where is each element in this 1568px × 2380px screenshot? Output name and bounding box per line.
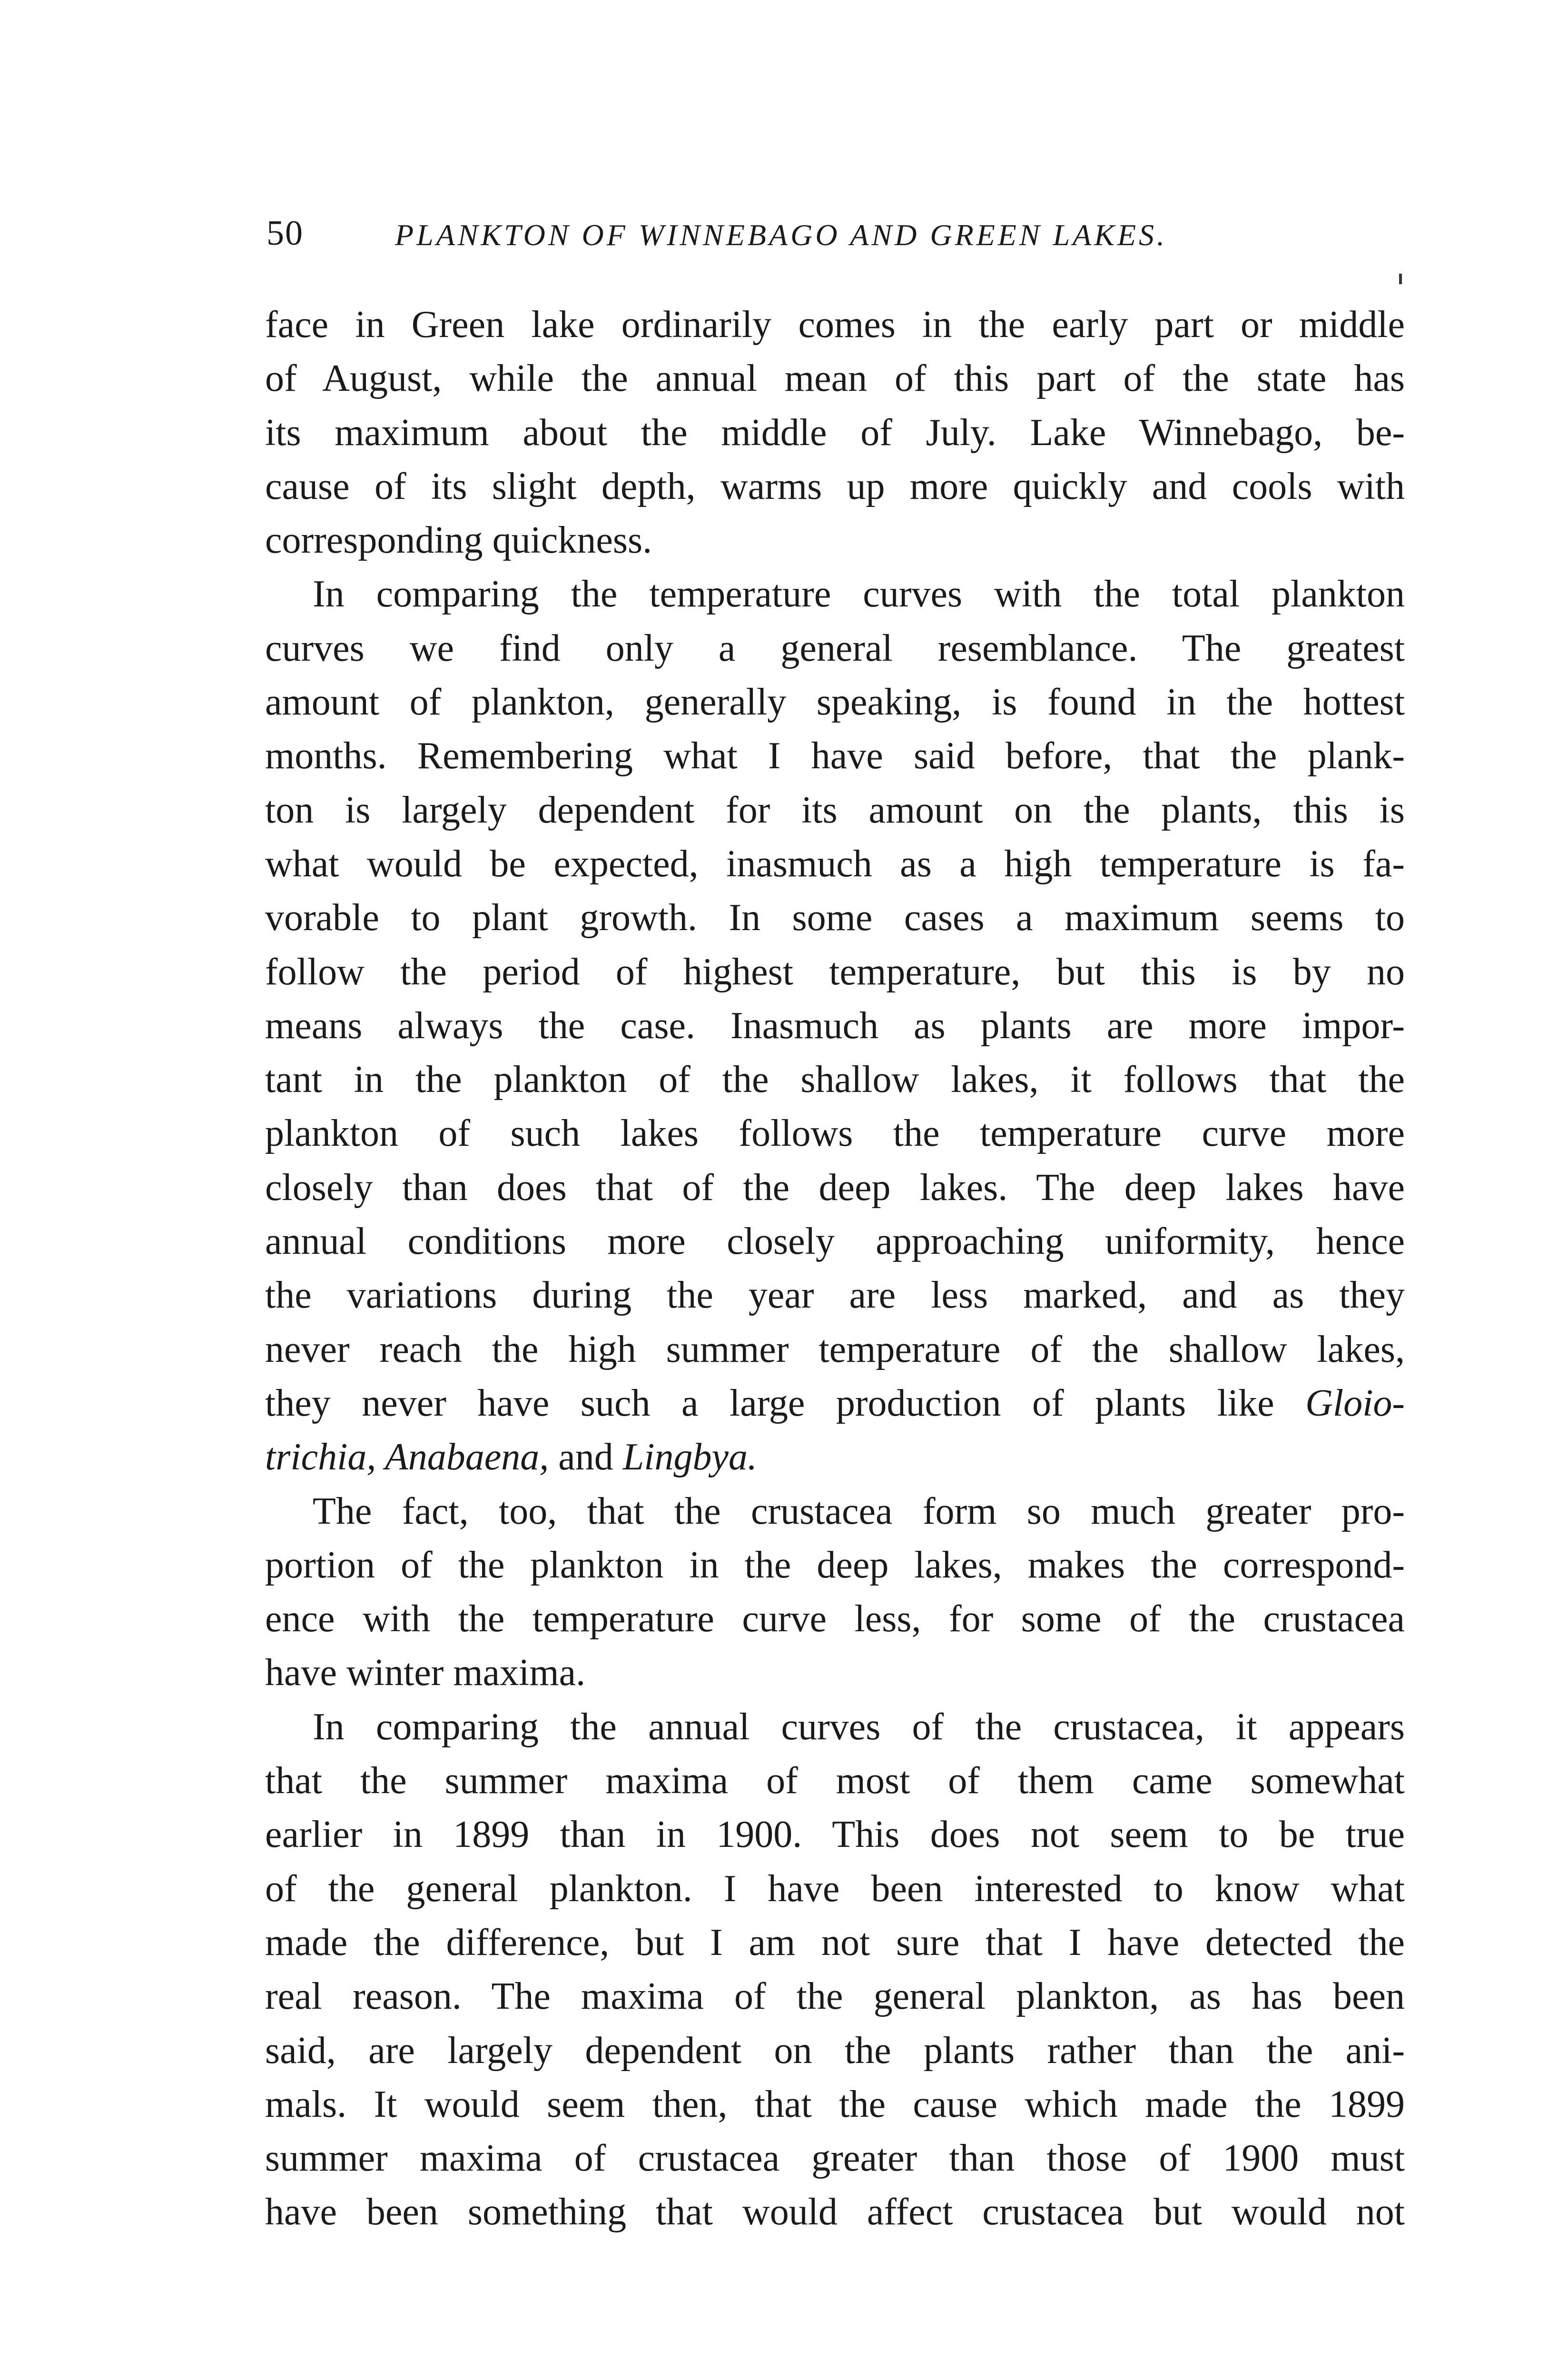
text-line: real reason. The maxima of the general plankton, as has been: [265, 1975, 1405, 2018]
text-line: the variations during the year are less marked, and as they: [265, 1274, 1405, 1317]
text-line: vorable to plant growth. In some cases a maximum seems to: [265, 897, 1405, 939]
genus-name: Lingbya.: [622, 1436, 757, 1478]
text-line: tant in the plankton of the shallow lakes, it follows that the: [265, 1059, 1405, 1101]
text-line: corresponding quickness.: [265, 519, 652, 562]
page-header: [266, 209, 1409, 257]
running-title: PLANKTON OF WINNEBAGO AND GREEN LAKES.: [395, 218, 1168, 252]
text-line: have been something that would affect crustacea but would not: [265, 2191, 1405, 2233]
text-line: means always the case. Inasmuch as plants are more impor-: [265, 1004, 1405, 1047]
text-line: plankton of such lakes follows the temperature curve more: [265, 1112, 1405, 1155]
text-line: ence with the temperature curve less, for some of the crustacea: [265, 1598, 1405, 1640]
text-line: mals. It would seem then, that the cause which made the 1899: [265, 2083, 1405, 2125]
text-line: what would be expected, inasmuch as a high temperature is fa-: [265, 843, 1405, 885]
print-speck: [1399, 274, 1402, 284]
text-line: of August, while the annual mean of this part of the state has: [265, 357, 1405, 400]
text-line: [265, 1430, 1405, 1484]
text-line: annual conditions more closely approaching uniformity, hence: [265, 1220, 1405, 1263]
text-line: In comparing the annual curves of the crustacea, it appears: [313, 1706, 1405, 1748]
text-line: that the summer maxima of most of them came somewhat: [265, 1760, 1405, 1802]
text-line: months. Remembering what I have said before, that the plank-: [265, 735, 1405, 777]
text-line: said, are largely dependent on the plants rather than the ani-: [265, 2029, 1405, 2072]
text-line: summer maxima of crustacea greater than those of 1900 must: [265, 2137, 1405, 2180]
text-fragment: they never have such a large production of plants like: [265, 1382, 1274, 1424]
text-line: face in Green lake ordinarily comes in the early part or middle: [265, 304, 1405, 346]
text-line: curves we find only a general resemblance. The greatest: [265, 627, 1405, 669]
text-line: cause of its slight depth, warms up more quickly and cools with: [265, 465, 1405, 507]
genus-name: trichia, Anabaena,: [265, 1436, 549, 1478]
text-line: ton is largely dependent for its amount on the plants, this is: [265, 789, 1405, 831]
text-line: portion of the plankton in the deep lakes, makes the correspond-: [265, 1544, 1405, 1586]
body-text: [265, 298, 1405, 2240]
text-line: In comparing the temperature curves with the total plankton: [313, 573, 1405, 615]
text-line: closely than does that of the deep lakes. The deep lakes have: [265, 1166, 1405, 1209]
text-line: follow the period of highest temperature, but this is by no: [265, 951, 1405, 993]
page-number: 50: [266, 214, 304, 253]
text-line: amount of plankton, generally speaking, is found in the hottest: [265, 681, 1405, 724]
text-line: earlier in 1899 than in 1900. This does not seem to be true: [265, 1814, 1405, 1856]
text-line: its maximum about the middle of July. Lake Winnebago, be-: [265, 411, 1405, 454]
text-line: never reach the high summer temperature of the shallow lakes,: [265, 1328, 1405, 1370]
genus-name: Gloio-: [1305, 1382, 1405, 1424]
text-line: of the general plankton. I have been interested to know what: [265, 1867, 1405, 1910]
text-line: have winter maxima.: [265, 1652, 586, 1694]
text-line: [265, 1377, 1405, 1430]
text-fragment: and: [558, 1436, 613, 1478]
text-line: The fact, too, that the crustacea form so much greater pro-: [313, 1490, 1405, 1532]
text-line: made the difference, but I am not sure that I have detected the: [265, 1921, 1405, 1964]
